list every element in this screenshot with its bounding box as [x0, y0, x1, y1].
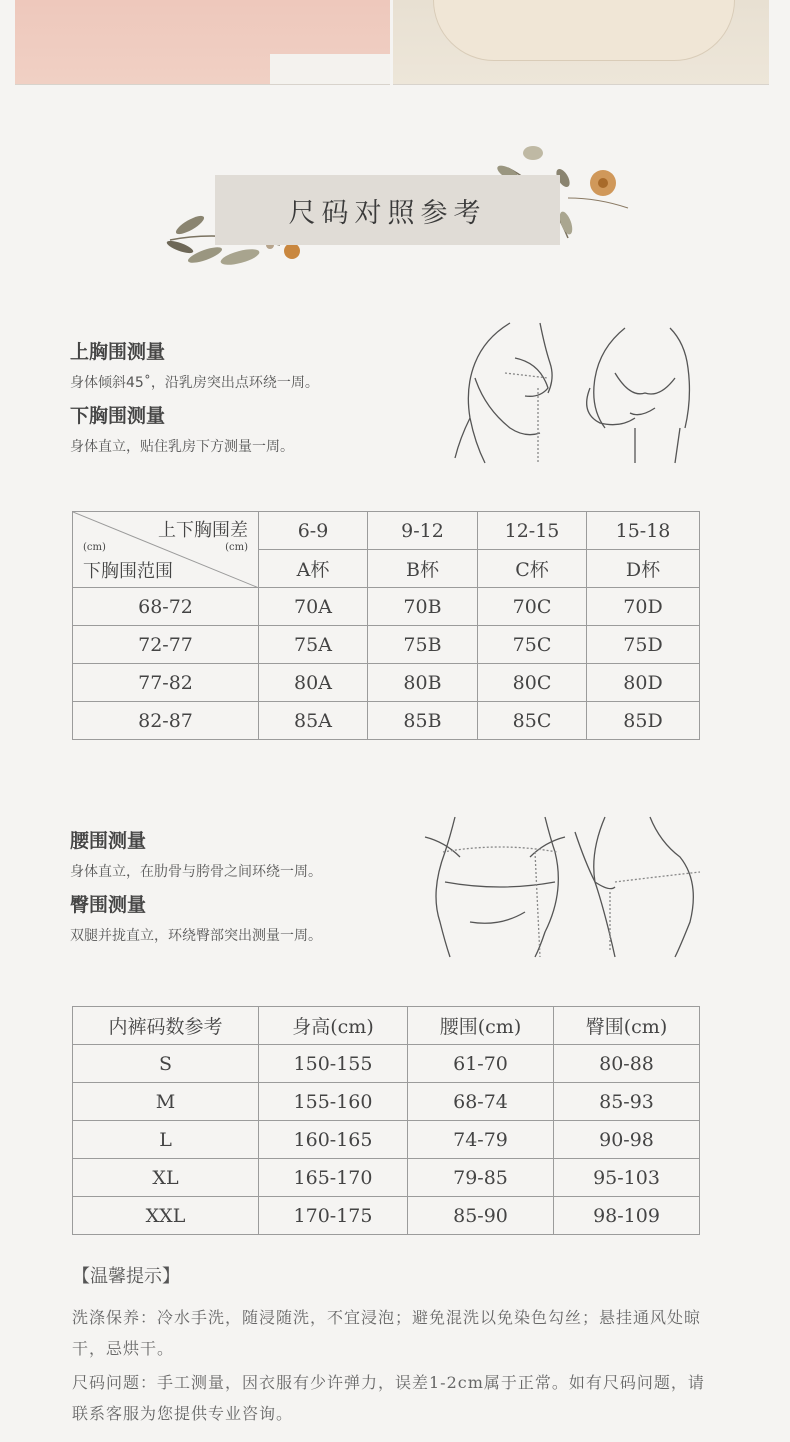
waist-measure	[70, 826, 322, 881]
waist-hip-illustration-icon	[415, 812, 715, 962]
cup-header: A杯	[259, 550, 368, 588]
upper-bust-measure	[70, 337, 319, 392]
bra-size-table	[72, 511, 700, 740]
height-cell: 150-155	[259, 1045, 408, 1083]
waist-cell: 68-74	[408, 1083, 554, 1121]
size-cell: 70A	[259, 588, 368, 626]
care-tip: 洗涤保养：冷水手洗，随浸随洗，不宜浸泡；避免混洗以免染色勾丝；悬挂通风处晾干，忌烘干。	[72, 1308, 702, 1358]
size-cell: 75D	[587, 626, 700, 664]
range-cell: 72-77	[73, 626, 259, 664]
table-row	[73, 1045, 700, 1083]
hip-cell: 95-103	[554, 1159, 700, 1197]
height-cell: 165-170	[259, 1159, 408, 1197]
waist-cell: 74-79	[408, 1121, 554, 1159]
cup-header: B杯	[368, 550, 478, 588]
table-row	[73, 702, 700, 740]
under-bust-desc: 身体直立，贴住乳房下方测量一周。	[70, 439, 294, 455]
size-cell: 80D	[587, 664, 700, 702]
hip-cell: 98-109	[554, 1197, 700, 1235]
table-header-row	[73, 1007, 700, 1045]
product-photo-pink	[15, 0, 390, 85]
height-cell: 170-175	[259, 1197, 408, 1235]
cup-header: D杯	[587, 550, 700, 588]
table-row	[73, 664, 700, 702]
waist-cell: 61-70	[408, 1045, 554, 1083]
hip-heading: 臀围测量	[70, 894, 147, 916]
size-cell: 70C	[478, 588, 587, 626]
table-row	[73, 588, 700, 626]
corner-unit-right: (cm)	[225, 542, 248, 553]
diff-header: 9-12	[368, 512, 478, 550]
range-cell: 82-87	[73, 702, 259, 740]
product-photos	[0, 0, 790, 86]
page-title: 尺码对照参考	[215, 175, 560, 245]
size-cell: M	[73, 1083, 259, 1121]
corner-label-diff: 上下胸围差	[158, 520, 248, 541]
waist-heading: 腰围测量	[70, 830, 147, 852]
size-cell: XL	[73, 1159, 259, 1197]
size-cell: 75A	[259, 626, 368, 664]
corner-label-range: 下胸围范围	[83, 561, 173, 582]
product-photo-beige	[393, 0, 769, 85]
waist-cell: 79-85	[408, 1159, 554, 1197]
hip-cell: 80-88	[554, 1045, 700, 1083]
panty-size-table	[72, 1006, 700, 1235]
hip-cell: 90-98	[554, 1121, 700, 1159]
table-row	[73, 1159, 700, 1197]
size-cell: L	[73, 1121, 259, 1159]
size-cell: 85B	[368, 702, 478, 740]
size-cell: 80A	[259, 664, 368, 702]
tips-section	[72, 1262, 712, 1429]
size-cell: 80B	[368, 664, 478, 702]
header-cell: 身高(cm)	[259, 1007, 408, 1045]
height-cell: 160-165	[259, 1121, 408, 1159]
table-row	[73, 1121, 700, 1159]
size-cell: 85A	[259, 702, 368, 740]
upper-bust-desc: 身体倾斜45˚，沿乳房突出点环绕一周。	[70, 375, 319, 391]
height-cell: 155-160	[259, 1083, 408, 1121]
range-cell: 77-82	[73, 664, 259, 702]
table-row	[73, 1197, 700, 1235]
header-cell: 臀围(cm)	[554, 1007, 700, 1045]
under-bust-heading: 下胸围测量	[70, 405, 166, 427]
range-cell: 68-72	[73, 588, 259, 626]
diff-header: 6-9	[259, 512, 368, 550]
under-bust-measure	[70, 401, 294, 456]
tips-heading: 【温馨提示】	[72, 1266, 180, 1287]
hip-desc: 双腿并拢直立，环绕臀部突出测量一周。	[70, 928, 322, 944]
size-cell: 75C	[478, 626, 587, 664]
header-cell: 腰围(cm)	[408, 1007, 554, 1045]
size-cell: 70D	[587, 588, 700, 626]
size-cell: XXL	[73, 1197, 259, 1235]
hip-cell: 85-93	[554, 1083, 700, 1121]
table-row	[73, 626, 700, 664]
size-cell: 75B	[368, 626, 478, 664]
size-cell: S	[73, 1045, 259, 1083]
corner-unit-left: (cm)	[83, 542, 106, 553]
size-cell: 70B	[368, 588, 478, 626]
header-cell: 内裤码数参考	[73, 1007, 259, 1045]
size-tip: 尺码问题：手工测量，因衣服有少许弹力，误差1-2cm属于正常。如有尺码问题，请联系客服为您提供专业咨询。	[72, 1373, 705, 1423]
bust-measure-illustration-icon	[430, 318, 720, 468]
size-cell: 85C	[478, 702, 587, 740]
diff-header: 12-15	[478, 512, 587, 550]
table-corner	[73, 512, 259, 588]
size-cell: 85D	[587, 702, 700, 740]
size-cell: 80C	[478, 664, 587, 702]
waist-cell: 85-90	[408, 1197, 554, 1235]
cup-header: C杯	[478, 550, 587, 588]
hip-measure	[70, 890, 322, 945]
diff-header: 15-18	[587, 512, 700, 550]
waist-desc: 身体直立，在肋骨与胯骨之间环绕一周。	[70, 864, 322, 880]
table-row	[73, 1083, 700, 1121]
upper-bust-heading: 上胸围测量	[70, 341, 166, 363]
